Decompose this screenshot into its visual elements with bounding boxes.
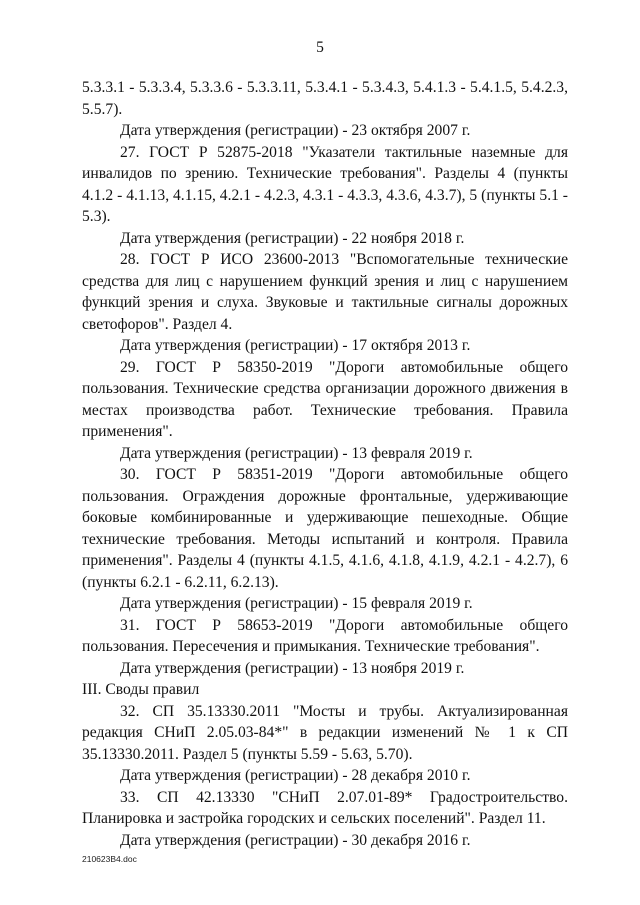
continuation-paragraph: 5.3.3.1 - 5.3.3.4, 5.3.3.6 - 5.3.3.11, 5.3.4.1 - 5.3.4.3, 5.4.1.3 - 5.4.1.5, 5.4.2.3, 5.5.7). [82, 79, 568, 118]
section-heading: III. Своды правил [82, 681, 200, 698]
approval-date: Дата утверждения (регистрации) - 15 февраля 2019 г. [120, 595, 473, 612]
approval-date: Дата утверждения (регистрации) - 28 декабря 2010 г. [120, 767, 471, 784]
list-item-30: 30. ГОСТ Р 58351-2019 "Дороги автомобильные общего пользования. Ограждения дорожные фронтальные, удерживающие боковые комбинированные и удерживающие пешеходные. Общие технические требования. Методы испытаний и контроля. Правила применения". Разделы 4 (пункты 4.1.5, 4.1.6, 4.1.8, 4.1.9, 4.2.1 - 4.2.7), 6 (пункты 6.2.1 - 6.2.11, 6.2.13). [82, 466, 568, 591]
approval-date: Дата утверждения (регистрации) - 13 ноября 2019 г. [120, 659, 465, 677]
list-item-27: 27. ГОСТ Р 52875-2018 "Указатели тактильные наземные для инвалидов по зрению. Технические требования". Разделы 4 (пункты 4.1.2 - 4.1.13, 4.1.15, 4.2.1 - 4.2.3, 4.3.1 - 4.3.3, 4.3.6, 4.3.7), 5 (пункты 5.1 - 5.3). [82, 143, 568, 225]
approval-date: Дата утверждения (регистрации) - 13 февраля 2019 г. [120, 444, 473, 462]
list-item-29: 29. ГОСТ Р 58350-2019 "Дороги автомобильные общего пользования. Технические средства организации дорожного движения в местах производства работ. Технические требования. Правила применения". [82, 358, 568, 440]
list-item-32: 32. СП 35.13330.2011 "Мосты и трубы. Актуализированная редакция СНиП 2.05.03-84*" в редакции изменений № 1 к СП 35.13330.2011. Раздел 5 (пункты 5.59 - 5.63, 5.70). [82, 702, 568, 763]
list-item-33: 33. СП 42.13330 "СНиП 2.07.01-89* Градостроительство. Планировка и застройка городских и сельских поселений". Раздел 11. [82, 788, 568, 827]
list-item-31: 31. ГОСТ Р 58653-2019 "Дороги автомобильные общего пользования. Пересечения и примыкания. Технические требования". [82, 616, 568, 655]
document-body [82, 77, 568, 851]
approval-date: Дата утверждения (регистрации) - 30 декабря 2016 г. [120, 831, 471, 849]
approval-date: Дата утверждения (регистрации) - 22 ноября 2018 г. [120, 229, 465, 247]
page-number: 5 [316, 39, 324, 56]
footer-filename: 210623В4.doc [82, 854, 137, 864]
list-item-28: 28. ГОСТ Р ИСО 23600-2013 "Вспомогательные технические средства для лиц с нарушением функций зрения и лиц с нарушением функций зрения и слуха. Звуковые и тактильные сигналы дорожных светофоров". Раздел 4. [82, 251, 568, 333]
approval-date: Дата утверждения (регистрации) - 23 октября 2007 г. [120, 122, 471, 139]
approval-date: Дата утверждения (регистрации) - 17 октября 2013 г. [120, 337, 471, 354]
